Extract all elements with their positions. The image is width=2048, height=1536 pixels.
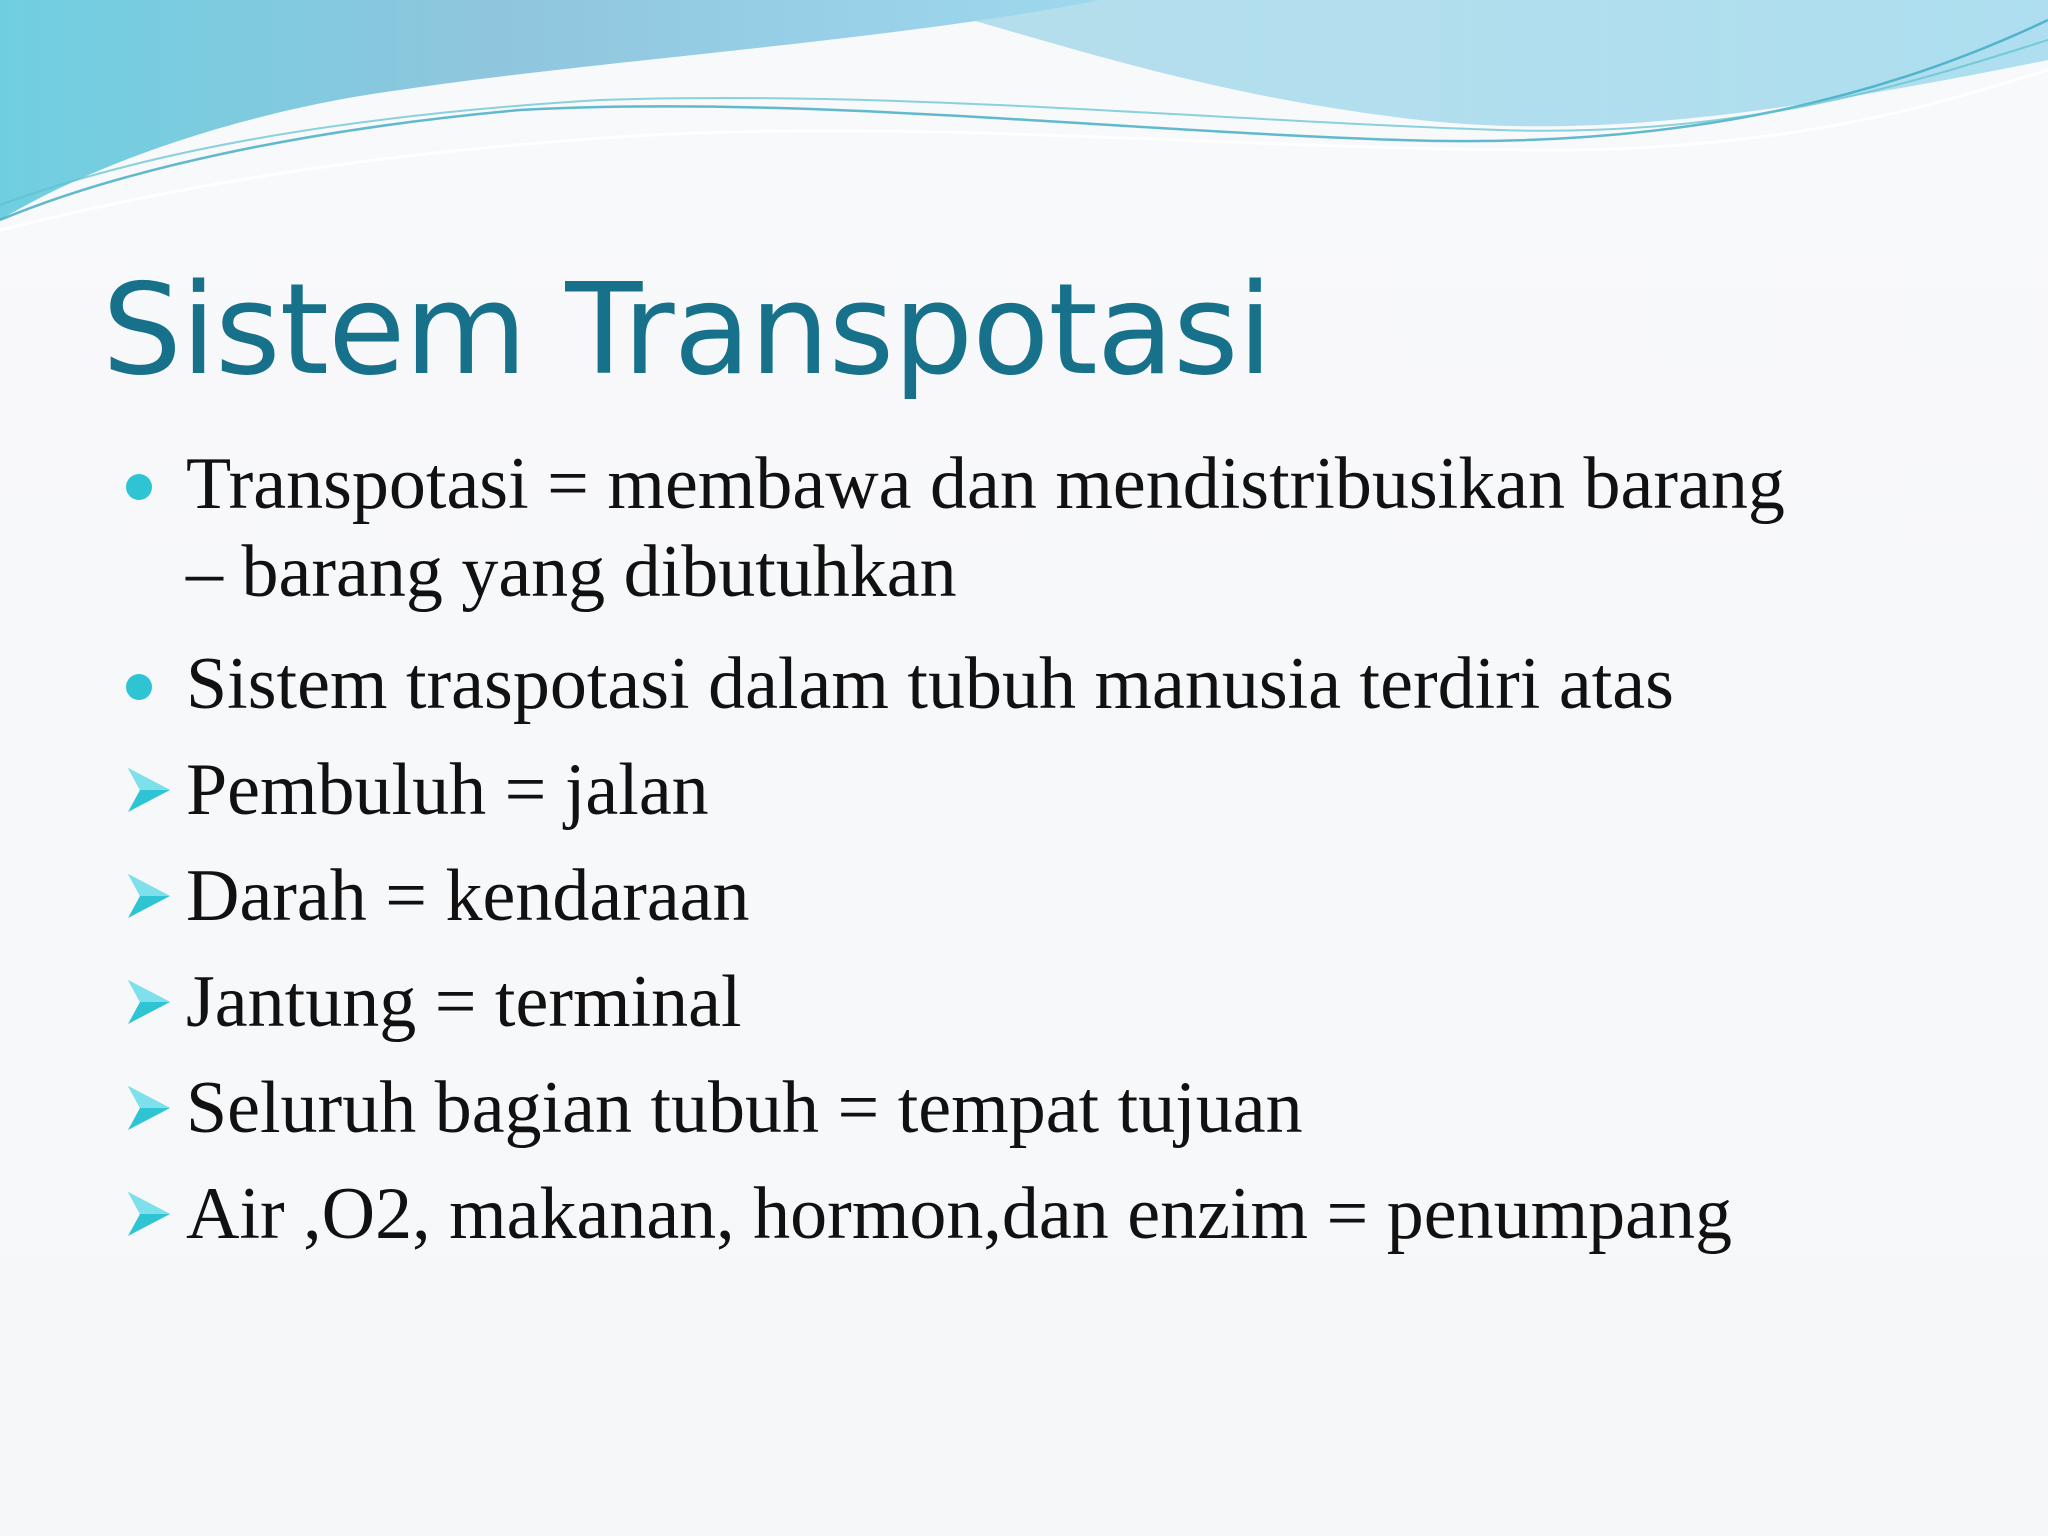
list-item-text-line: Transpotasi = membawa dan mendistribusikan barang bbox=[186, 443, 1785, 525]
bullet-dot-icon bbox=[126, 674, 152, 700]
arrow-bullet-icon bbox=[126, 872, 172, 920]
arrow-bullet-icon bbox=[126, 766, 172, 814]
list-item-text: Pembuluh = jalan bbox=[186, 749, 709, 831]
arrow-bullet-icon bbox=[126, 978, 172, 1026]
list-item-text: Darah = kendaraan bbox=[186, 855, 750, 937]
list-item-text: Jantung = terminal bbox=[186, 961, 742, 1043]
arrow-bullet-icon bbox=[126, 1084, 172, 1132]
bullet-dot-icon bbox=[126, 474, 152, 500]
list-item-text: Seluruh bagian tubuh = tempat tujuan bbox=[186, 1067, 1303, 1149]
list-item-text-line: – barang yang dibutuhkan bbox=[186, 531, 957, 613]
arrow-bullet-icon bbox=[126, 1190, 172, 1238]
list-item-text-line: Sistem traspotasi dalam tubuh manusia terdiri atas bbox=[186, 643, 1674, 725]
slide-title: Sistem Transpotasi bbox=[102, 256, 1272, 403]
list-item-text: Air ,O2, makanan, hormon,dan enzim = penumpang bbox=[186, 1173, 1733, 1255]
